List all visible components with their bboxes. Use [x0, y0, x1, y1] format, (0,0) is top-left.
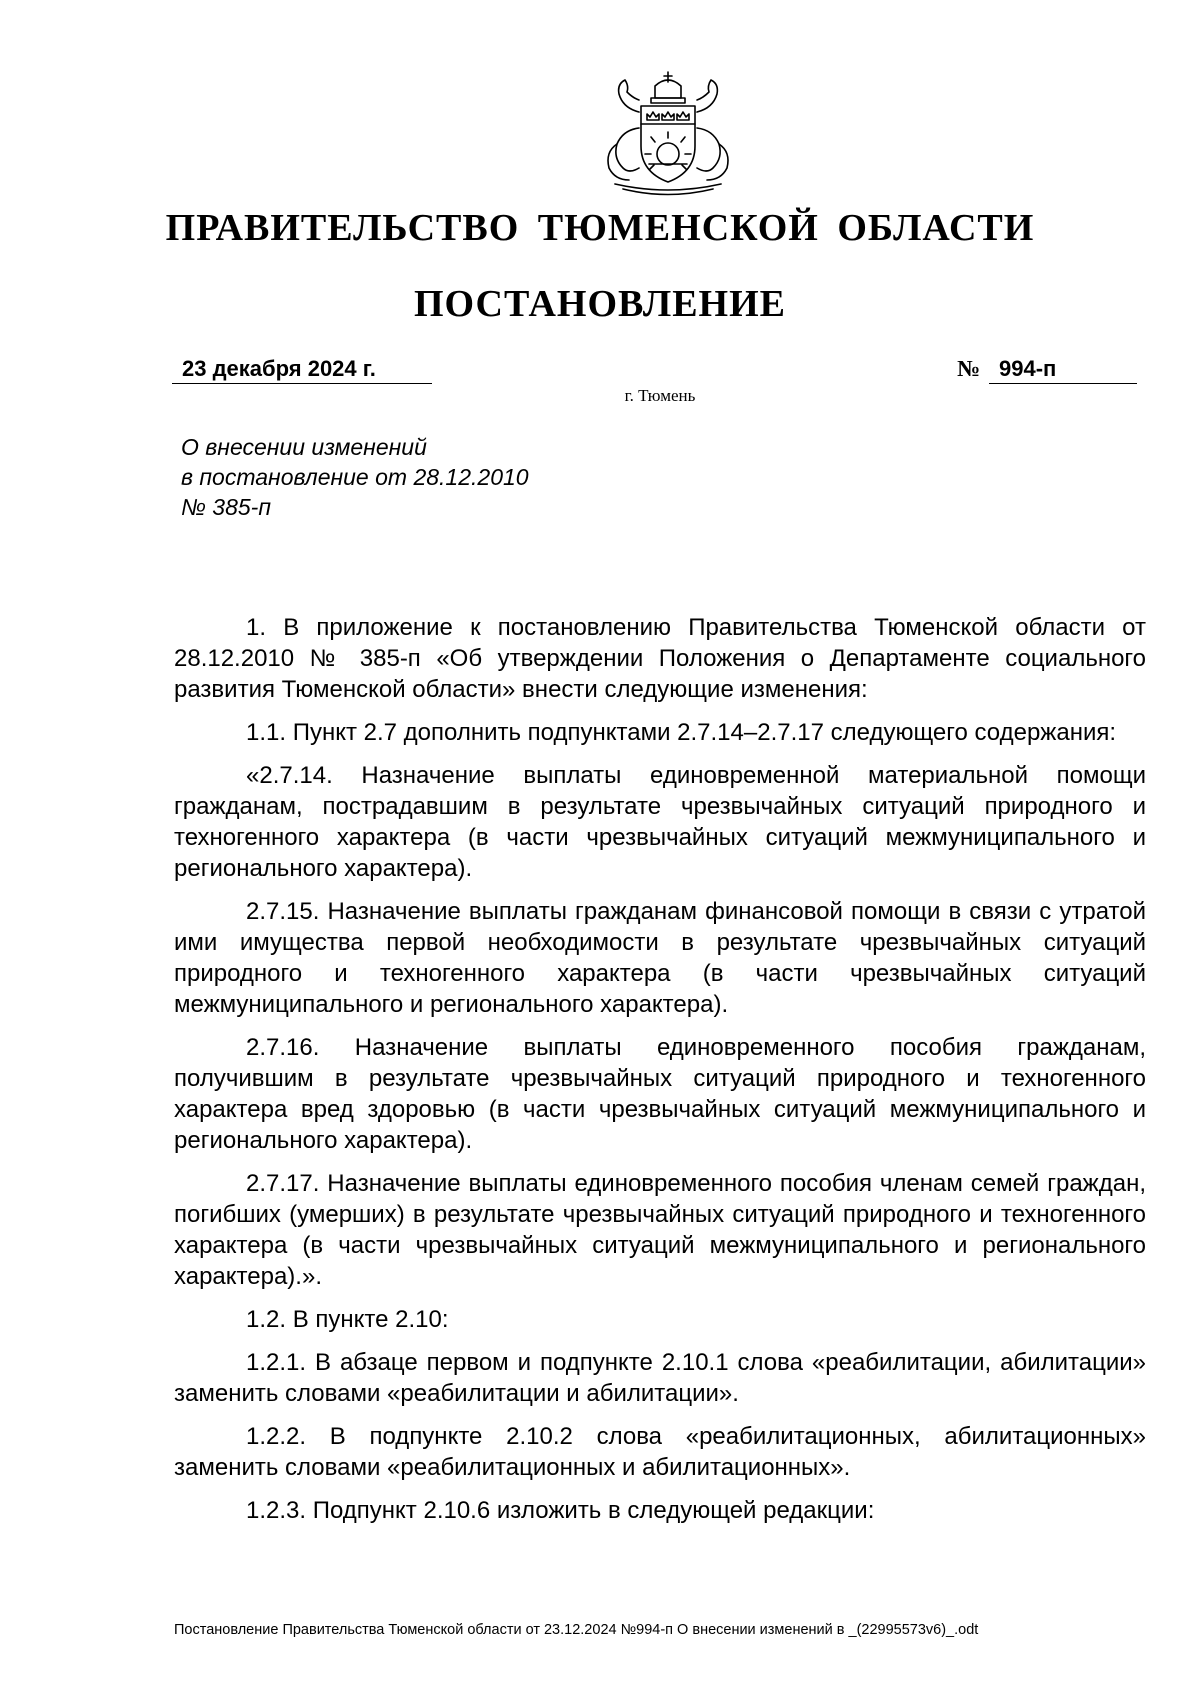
government-title: ПРАВИТЕЛЬСТВО ТЮМЕНСКОЙ ОБЛАСТИ — [165, 207, 1035, 249]
document-subject — [181, 432, 529, 522]
body-paragraph: 1.2.2. В подпункте 2.10.2 слова «реабилитационных, абилитационных» заменить словами «реабилитационных и абилитационных». — [174, 1423, 1146, 1481]
subject-line: О внесении изменений — [181, 434, 427, 460]
body-paragraph: 2.7.15. Назначение выплаты гражданам финансовой помощи в связи с утратой ими имущества первой необходимости в результате чрезвычайных ситуаций природного и техногенного характера (в части чрезвычайных ситуаций межмуниципального и регионального характера). — [174, 898, 1146, 1018]
body-paragraph: 1. В приложение к постановлению Правительства Тюменской области от 28.12.2010 № 385-п «Об утверждении Положения о Департаменте социального развития Тюменской области» внести следующие изменения: — [174, 614, 1146, 703]
subject-line: в постановление от 28.12.2010 — [181, 464, 529, 490]
coat-of-arms-icon — [593, 68, 743, 196]
document-footer: Постановление Правительства Тюменской области от 23.12.2024 №994-п О внесении изменений в _(22995573v6)_.odt — [174, 1622, 979, 1638]
body-paragraph: 1.2.3. Подпункт 2.10.6 изложить в следующей редакции: — [246, 1497, 875, 1524]
document-city: г. Тюмень — [624, 386, 696, 405]
document-date: 23 декабря 2024 г. — [172, 354, 432, 384]
subject-line: № 385-п — [181, 494, 271, 520]
body-paragraph: 1.1. Пункт 2.7 дополнить подпунктами 2.7.14–2.7.17 следующего содержания: — [246, 719, 1117, 746]
document-type: ПОСТАНОВЛЕНИЕ — [413, 283, 787, 325]
body-paragraph: 1.2. В пункте 2.10: — [246, 1306, 449, 1333]
document-number-field — [957, 354, 1137, 384]
body-paragraph: 1.2.1. В абзаце первом и подпункте 2.10.1 слова «реабилитации, абилитации» заменить словами «реабилитации и абилитации». — [174, 1349, 1146, 1407]
body-paragraph: «2.7.14. Назначение выплаты единовременной материальной помощи гражданам, пострадавшим в результате чрезвычайных ситуаций природного и техногенного характера (в части чрезвычайных ситуаций межмуниципального и регионального характера). — [174, 762, 1146, 882]
number-sign: № — [957, 356, 981, 381]
document-number: 994-п — [989, 354, 1137, 384]
body-paragraph: 2.7.17. Назначение выплаты единовременного пособия членам семей граждан, погибших (умерших) в результате чрезвычайных ситуаций природного и техногенного характера (в части чрезвычайных ситуаций межмуниципального и регионального характера).». — [174, 1170, 1146, 1290]
document-body — [174, 612, 1146, 1538]
body-paragraph: 2.7.16. Назначение выплаты единовременного пособия гражданам, получившим в результате чрезвычайных ситуаций природного и техногенного характера вред здоровью (в части чрезвычайных ситуаций межмуниципального и регионального характера). — [174, 1034, 1146, 1154]
